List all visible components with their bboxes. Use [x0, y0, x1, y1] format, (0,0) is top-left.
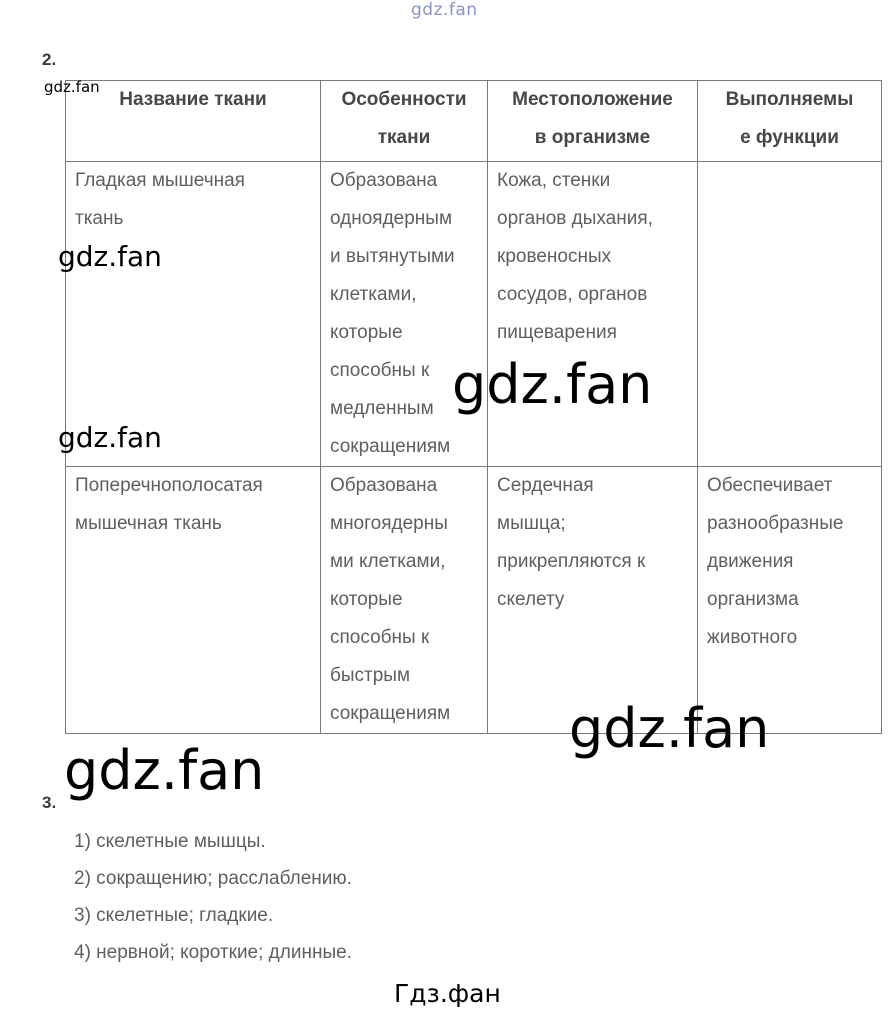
table-cell: Гладкая мышечная ткань [66, 162, 321, 467]
table-cell: Сердечная мышца; прикрепляются к скелету [488, 467, 698, 734]
watermark-small: gdz.fan [44, 78, 100, 96]
watermark-large-1: gdz.fan [452, 353, 653, 416]
header-location: Местоположение в организме [488, 81, 698, 162]
watermark-large-2: gdz.fan [569, 697, 770, 760]
table-cell: Образована одноядерным и вытянутыми клетками, которые способны к медленным сокращениям [321, 162, 488, 467]
table-cell [698, 162, 882, 467]
task-3-answers [74, 823, 352, 971]
watermark-large-3: gdz.fan [64, 739, 265, 802]
table-header-row [66, 81, 882, 162]
answer-item: 3) скелетные; гладкие. [74, 905, 274, 926]
task-2-number: 2. [42, 50, 57, 69]
watermark-mid-2: gdz.fan [58, 421, 162, 454]
watermark-top: gdz.fan [411, 0, 478, 20]
header-tissue-name: Название ткани [66, 81, 321, 162]
answer-item: 1) скелетные мышцы. [74, 831, 266, 852]
table-cell: Поперечнополосатая мышечная ткань [66, 467, 321, 734]
watermark-bottom: Гдз.фан [394, 979, 501, 1008]
answer-item: 2) сокращению; расслаблению. [74, 868, 352, 889]
watermark-mid-1: gdz.fan [58, 240, 162, 273]
header-functions: Выполняемы е функции [698, 81, 882, 162]
answer-item: 4) нервной; короткие; длинные. [74, 942, 352, 963]
table-cell: Образована многоядерны ми клетками, которые способны к быстрым сокращениям [321, 467, 488, 734]
task-3-number: 3. [42, 793, 57, 812]
header-tissue-features: Особенности ткани [321, 81, 488, 162]
table-cell: Обеспечивает разнообразные движения организма животного [698, 467, 882, 734]
table-row [66, 162, 882, 467]
table-row [66, 467, 882, 734]
table-cell: Кожа, стенки органов дыхания, кровеносных сосудов, органов пищеварения [488, 162, 698, 467]
